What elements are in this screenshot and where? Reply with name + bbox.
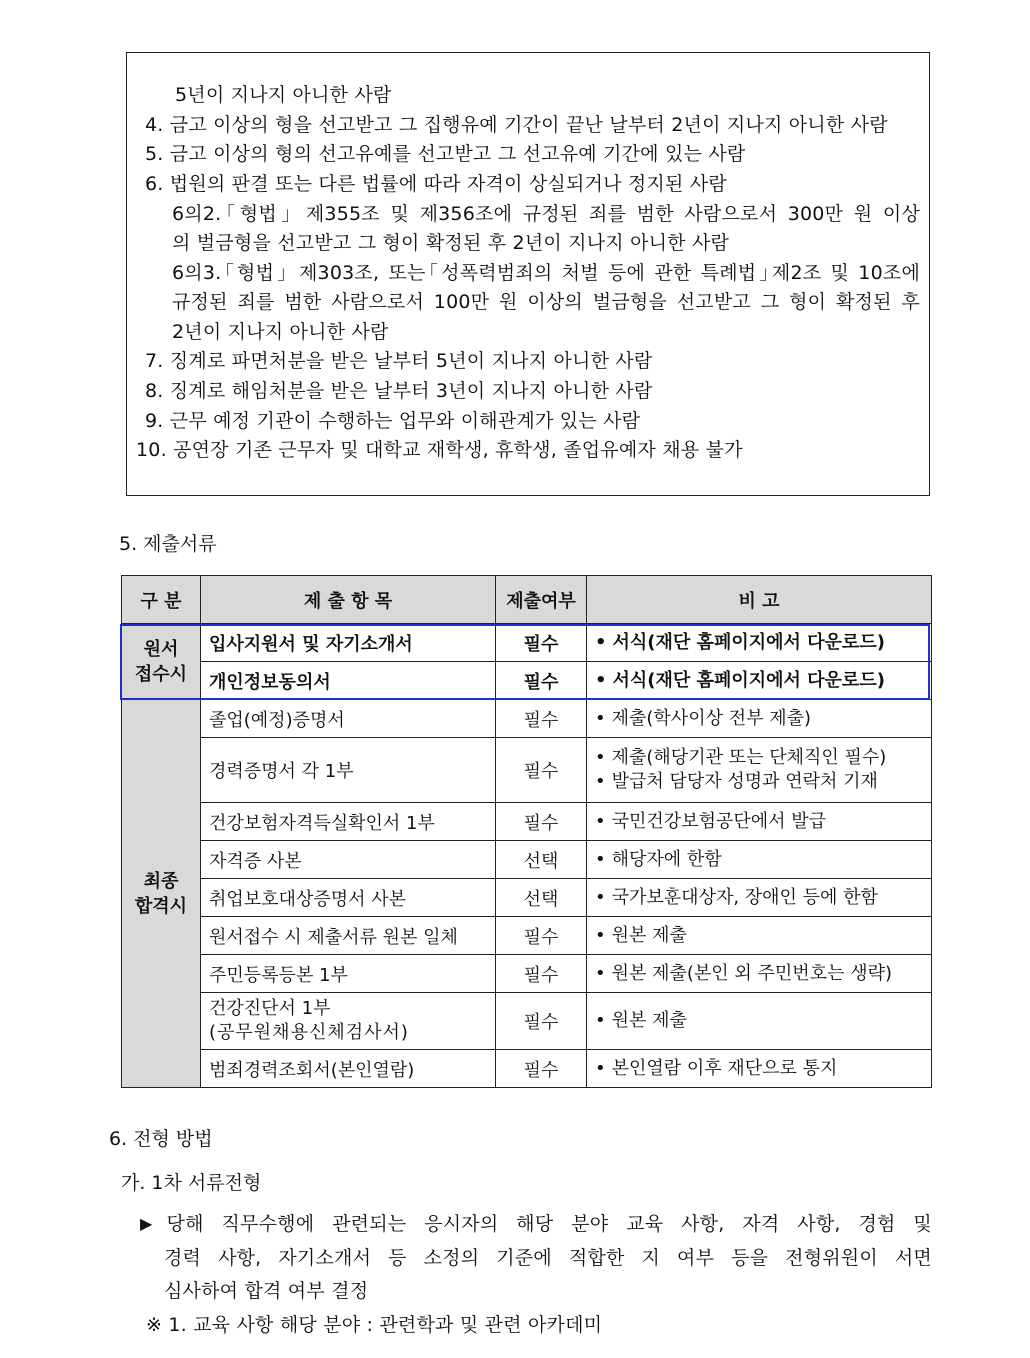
box-line: 7. 징계로 파면처분을 받은 날부터 5년이 지나지 아니한 사람 [145, 350, 653, 372]
table-row [122, 662, 932, 700]
box-line: 의 벌금형을 선고받고 그 형이 확정된 후 2년이 지나지 아니한 사람 [172, 232, 730, 254]
header-item: 제 출 항 목 [201, 576, 496, 624]
row-item: 범죄경력조회서(본인열람) [201, 1050, 496, 1088]
table-row [122, 879, 932, 917]
section-6-paragraph-line: ▶ 당해 직무수행에 관련되는 응시자의 해당 분야 교육 사항, 자격 사항, 경험 및 [140, 1213, 932, 1235]
table-row [122, 624, 932, 662]
box-line: 6의3.｢형법｣ 제303조, 또는｢성폭력범죄의 처벌 등에 관한 특례법｣제2조 및 10조에 [172, 262, 920, 284]
header-note: 비 고 [587, 576, 932, 624]
section-6-paragraph-line: 경력 사항, 자기소개서 등 소정의 기준에 적합한 지 여부 등을 전형위원이 서면 [164, 1247, 932, 1269]
row-item: 원서접수 시 제출서류 원본 일체 [201, 917, 496, 955]
row-item: 주민등록등본 1부 [201, 955, 496, 993]
box-line: 6의2.｢형법｣ 제355조 및 제356조에 규정된 죄를 범한 사람으로서 300만 원 이상 [172, 203, 920, 225]
row-item: 건강진단서 1부 (공무원채용신체검사서) [201, 993, 496, 1050]
box-line: 5. 금고 이상의 형의 선고유예를 선고받고 그 선고유예 기간에 있는 사람 [145, 143, 746, 165]
table-row [122, 841, 932, 879]
row-item: 입사지원서 및 자기소개서 [201, 624, 496, 662]
group-final: 최종 합격시 [122, 700, 201, 1088]
header-category: 구 분 [122, 576, 201, 624]
box-line: 4. 금고 이상의 형을 선고받고 그 집행유예 기간이 끝난 날부터 2년이 지나지 아니한 사람 [145, 114, 888, 136]
row-item: 취업보호대상증명서 사본 [201, 879, 496, 917]
row-item: 건강보험자격득실확인서 1부 [201, 803, 496, 841]
row-note: • 본인열람 이후 재단으로 통지 [587, 1050, 932, 1088]
row-item: 경력증명서 각 1부 [201, 738, 496, 803]
row-item: 졸업(예정)증명서 [201, 700, 496, 738]
row-note: • 서식(재단 홈페이지에서 다운로드) [587, 624, 932, 662]
section-6-note: ※ 1. 교육 사항 해당 분야 : 관련학과 및 관련 아카데미 [146, 1314, 603, 1336]
box-line: 5년이 지나지 아니한 사람 [175, 84, 392, 106]
table-row [122, 955, 932, 993]
box-line: 규정된 죄를 범한 사람으로서 100만 원 이상의 벌금형을 선고받고 그 형이 확정된 후 [172, 291, 920, 313]
table-row [122, 917, 932, 955]
documents-table [121, 575, 932, 1088]
row-required: 선택 [496, 879, 587, 917]
row-required: 필수 [496, 662, 587, 700]
row-note: • 서식(재단 홈페이지에서 다운로드) [587, 662, 932, 700]
row-note: • 제출(학사이상 전부 제출) [587, 700, 932, 738]
row-required: 필수 [496, 993, 587, 1050]
section-6-subtitle: 가. 1차 서류전형 [121, 1172, 262, 1194]
section-6-title: 6. 전형 방법 [109, 1128, 213, 1150]
row-required: 필수 [496, 1050, 587, 1088]
group-application: 원서 접수시 [122, 624, 201, 700]
table-row [122, 803, 932, 841]
box-line: 6. 법원의 판결 또는 다른 법률에 따라 자격이 상실되거나 정지된 사람 [145, 173, 727, 195]
box-line: 9. 근무 예정 기관이 수행하는 업무와 이해관계가 있는 사람 [145, 410, 641, 432]
table-row [122, 1050, 932, 1088]
table-row [122, 738, 932, 803]
section-5-title: 5. 제출서류 [119, 533, 217, 555]
row-note: • 원본 제출 [587, 993, 932, 1050]
table-header-row [122, 576, 932, 624]
row-item: 자격증 사본 [201, 841, 496, 879]
row-note: • 원본 제출 [587, 917, 932, 955]
row-note: • 국민건강보험공단에서 발급 [587, 803, 932, 841]
row-note: • 원본 제출(본인 외 주민번호는 생략) [587, 955, 932, 993]
row-note: • 해당자에 한함 [587, 841, 932, 879]
box-line: 10. 공연장 기존 근무자 및 대학교 재학생, 휴학생, 졸업유예자 채용 불가 [136, 439, 743, 461]
header-required: 제출여부 [496, 576, 587, 624]
table-row [122, 700, 932, 738]
triangle-arrow-icon: ▶ [140, 1214, 153, 1233]
row-note: • 국가보훈대상자, 장애인 등에 한함 [587, 879, 932, 917]
row-item: 개인정보동의서 [201, 662, 496, 700]
row-required: 선택 [496, 841, 587, 879]
row-required: 필수 [496, 803, 587, 841]
box-line: 2년이 지나지 아니한 사람 [172, 321, 389, 343]
row-required: 필수 [496, 955, 587, 993]
box-line: 8. 징계로 해임처분을 받은 날부터 3년이 지나지 아니한 사람 [145, 380, 653, 402]
row-required: 필수 [496, 700, 587, 738]
row-note: • 제출(해당기관 또는 단체직인 필수) • 발급처 담당자 성명과 연락처 기재 [587, 738, 932, 803]
table-row [122, 993, 932, 1050]
row-required: 필수 [496, 917, 587, 955]
section-6-paragraph-line: 심사하여 합격 여부 결정 [164, 1280, 369, 1302]
row-required: 필수 [496, 738, 587, 803]
row-required: 필수 [496, 624, 587, 662]
